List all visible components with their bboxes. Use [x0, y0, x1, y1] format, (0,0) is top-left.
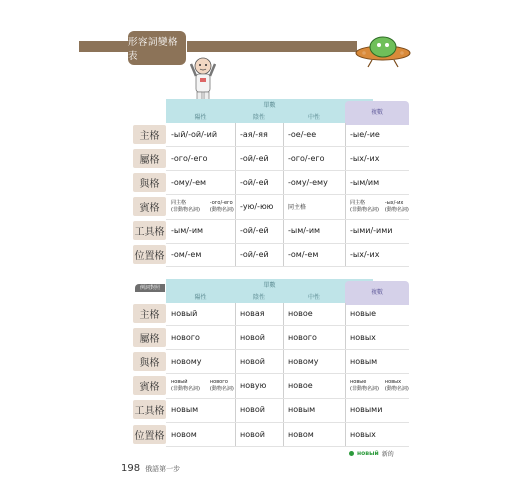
header-feminine: 陰性: [235, 293, 283, 303]
example-cell-accusative-plural: [345, 374, 409, 397]
example-cell: новой: [240, 430, 265, 439]
vocab-legend: [349, 449, 394, 458]
header-masculine: 陽性: [166, 113, 235, 123]
example-cell: новую: [240, 381, 267, 390]
example-cell: нового: [288, 333, 317, 342]
grid-line: [166, 266, 409, 267]
case-label: 賓格: [133, 197, 166, 216]
ending-cell: -ые/-ие: [350, 130, 380, 139]
ending-cell: 同主格: [288, 204, 307, 211]
header-singular: 單數: [166, 279, 373, 293]
header-band-right: [187, 41, 357, 52]
grid-line: [166, 194, 409, 195]
note: новые: [350, 378, 367, 385]
note: (動物名詞): [384, 206, 409, 213]
grid-line: [166, 170, 409, 171]
ending-cell-accusative-plural: [345, 195, 409, 218]
ufo-illustration: [354, 33, 412, 69]
header-feminine: 陰性: [235, 113, 283, 123]
ending-cell: -ого/-его: [171, 154, 208, 163]
case-label: 位置格: [133, 425, 166, 444]
example-cell-accusative-masc: [166, 374, 235, 397]
note: (動物名詞): [384, 385, 409, 392]
note: (動物名詞): [209, 385, 234, 392]
example-tab-label: 例詞對照: [135, 284, 165, 292]
example-cell: новым: [171, 405, 199, 414]
example-cell: новом: [171, 430, 197, 439]
header-plural: 複數: [345, 281, 409, 305]
ending-cell: -ому/-ему: [288, 178, 328, 187]
ending-cell: -ый/-ой/-ий: [171, 130, 218, 139]
case-label: 主格: [133, 304, 166, 323]
ending-cell: -ой/-ей: [240, 226, 269, 235]
ending-cell: -ом/-ем: [171, 250, 202, 259]
ending-cell: -ому/-ем: [171, 178, 207, 187]
ending-cell: -ым/-им: [288, 226, 321, 235]
grid-line: [166, 349, 409, 350]
note: новый: [171, 378, 188, 385]
note: 同主格: [171, 199, 187, 206]
note: (動物名詞): [209, 206, 234, 213]
ending-cell: -ая/-яя: [240, 130, 268, 139]
grid-line: [166, 422, 409, 423]
example-cell: новое: [288, 381, 313, 390]
header-plural: 複數: [345, 101, 409, 125]
note: (非動物名詞): [171, 206, 200, 213]
ending-cell: -ой/-ей: [240, 250, 269, 259]
example-cell: новое: [288, 309, 313, 318]
grid-line: [166, 446, 409, 447]
case-label: 賓格: [133, 376, 166, 395]
ending-cell: -ой/-ей: [240, 154, 269, 163]
grid-line: [166, 219, 409, 220]
example-cell: новая: [240, 309, 265, 318]
example-cell: новому: [288, 357, 319, 366]
ending-cell: -ых/-их: [350, 250, 380, 259]
note: нового: [209, 378, 228, 385]
example-cell: новым: [350, 357, 378, 366]
note: (非動物名詞): [350, 206, 379, 213]
case-label: 與格: [133, 352, 166, 371]
case-label: 與格: [133, 173, 166, 192]
ending-cell: -ым/им: [350, 178, 380, 187]
ending-cell: -ое/-ее: [288, 130, 317, 139]
example-cell: новые: [350, 309, 377, 318]
note: -ого/-его: [209, 199, 233, 206]
ending-cell-accusative-masc: [166, 195, 235, 218]
bullet-icon: [349, 451, 354, 456]
legend-word: новый: [357, 450, 379, 457]
note: -ых/-их: [384, 199, 404, 206]
note: 同主格: [350, 199, 366, 206]
note: (非動物名詞): [171, 385, 200, 392]
example-cell: новой: [240, 405, 265, 414]
grid-line: [166, 325, 409, 326]
book-title: 俄語第一步: [145, 465, 181, 473]
case-label: 屬格: [133, 149, 166, 168]
grid-line: [166, 243, 409, 244]
ending-cell: -ой/-ей: [240, 178, 269, 187]
header-band-left: [79, 41, 129, 52]
ending-cell: -ую/-юю: [240, 202, 274, 211]
example-cell: новой: [240, 333, 265, 342]
case-label: 工具格: [133, 400, 166, 419]
example-cell: новому: [171, 357, 202, 366]
ending-cell: -ыми/-ими: [350, 226, 393, 235]
grid-line: [166, 398, 409, 399]
note: новых: [384, 378, 402, 385]
case-label: 工具格: [133, 221, 166, 240]
legend-meaning: 新的: [381, 451, 394, 458]
header-singular: 單數: [166, 99, 373, 113]
section-title: 形容詞變格表: [128, 31, 186, 65]
note: (非動物名詞): [350, 385, 379, 392]
case-label: 主格: [133, 125, 166, 144]
example-cell: новым: [288, 405, 316, 414]
case-label: 位置格: [133, 245, 166, 264]
ending-cell: -ого/-его: [288, 154, 325, 163]
header-neuter: 中性: [283, 293, 345, 303]
grid-line: [166, 373, 409, 374]
case-label: 屬格: [133, 328, 166, 347]
header-neuter: 中性: [283, 113, 345, 123]
example-cell: новой: [240, 357, 265, 366]
page-number: 198: [121, 463, 141, 474]
example-cell: новый: [171, 309, 198, 318]
ending-cell: -ым/-им: [171, 226, 204, 235]
page-footer: [121, 463, 180, 474]
example-cell: новом: [288, 430, 314, 439]
example-cell: новых: [350, 430, 376, 439]
example-cell: новыми: [350, 405, 383, 414]
ending-cell: -ых/-их: [350, 154, 380, 163]
example-cell: новых: [350, 333, 376, 342]
header-masculine: 陽性: [166, 293, 235, 303]
example-cell: нового: [171, 333, 200, 342]
ending-cell: -ом/-ем: [288, 250, 319, 259]
grid-line: [166, 146, 409, 147]
